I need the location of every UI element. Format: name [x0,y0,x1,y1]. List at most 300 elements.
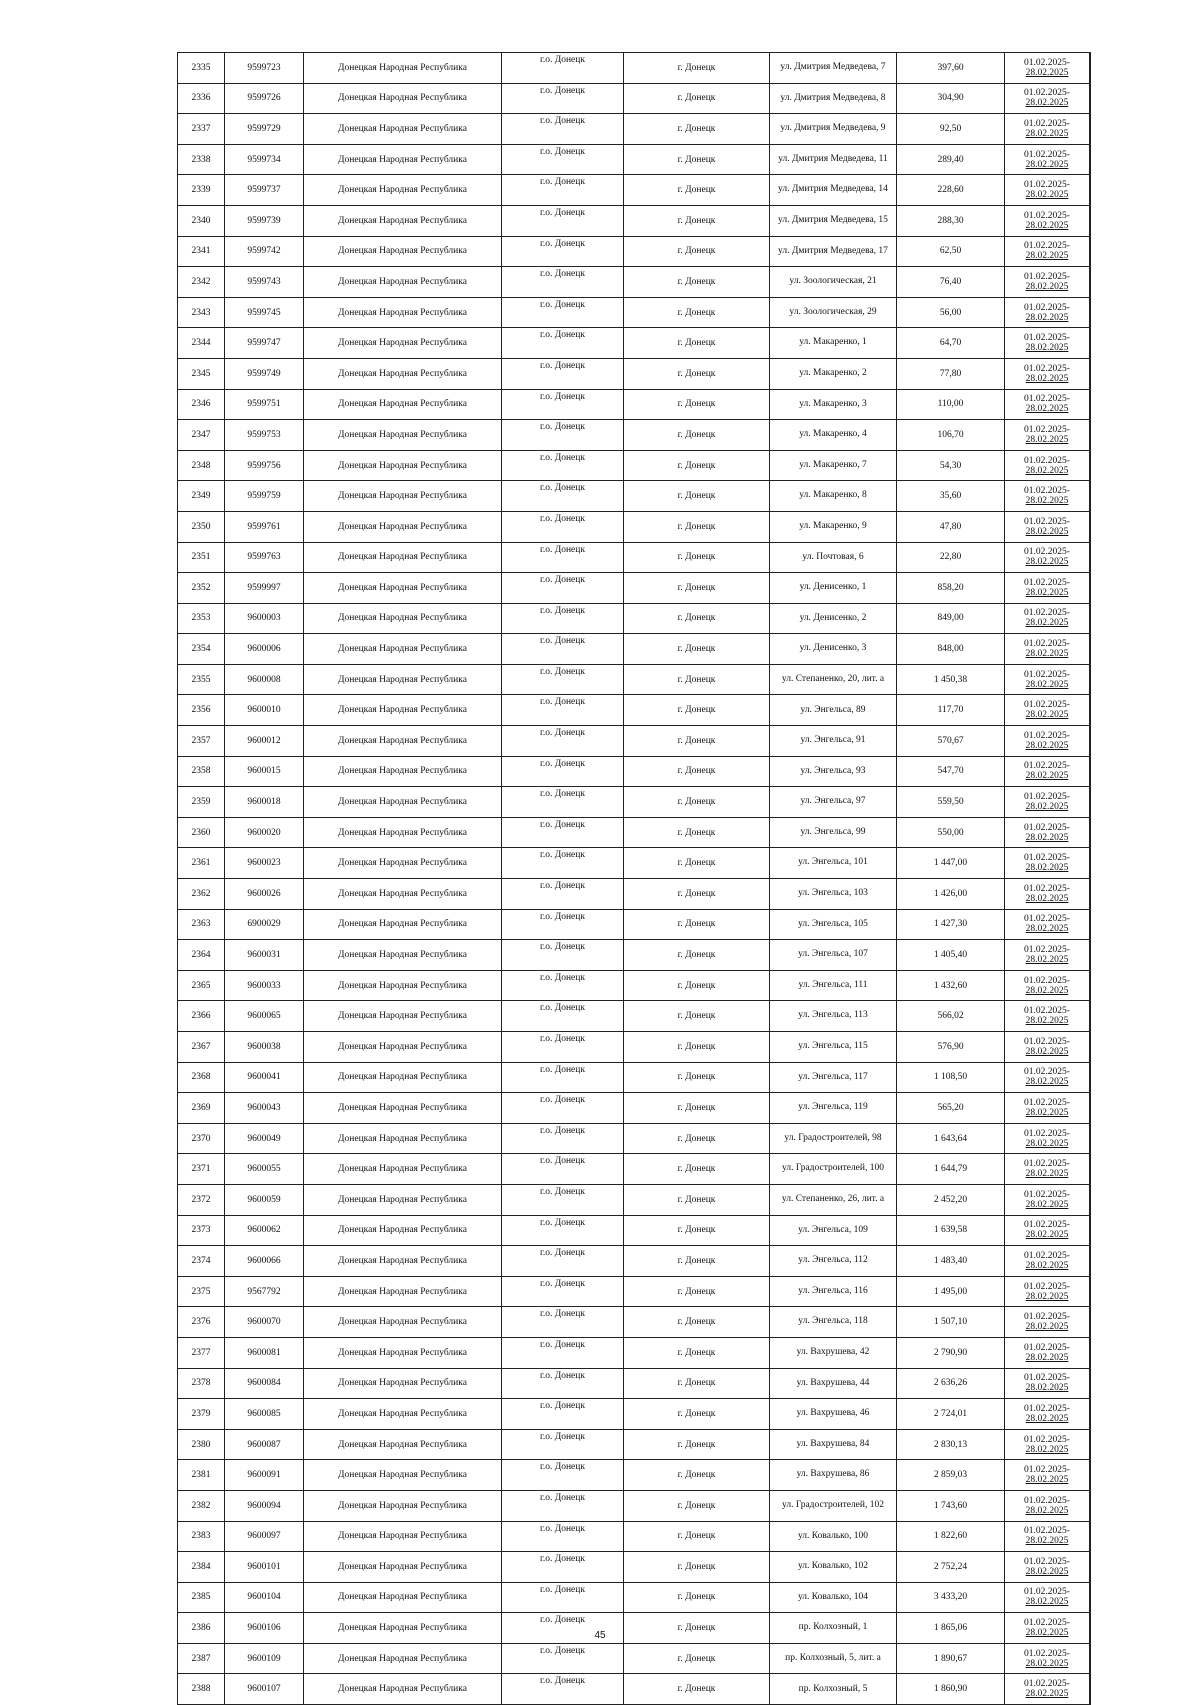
object-code-cell: 9599723 [225,53,304,84]
period-start: 01.02.2025- [1024,1648,1070,1659]
row-number-cell: 2357 [178,726,225,757]
period-start: 01.02.2025- [1024,455,1070,466]
period-start: 01.02.2025- [1024,1618,1070,1629]
municipality-cell: г.о. Донецк [502,1582,624,1613]
municipality-cell: г.о. Донецк [502,1001,624,1032]
period-start: 01.02.2025- [1024,1495,1070,1506]
count-cell [1090,53,1091,84]
period-start: 01.02.2025- [1024,1006,1070,1017]
region-cell: Донецкая Народная Республика [304,756,502,787]
area-cell: 62,50 [897,236,1005,267]
period-start: 01.02.2025- [1024,1128,1070,1139]
address-cell: ул. Зоологическая, 21 [770,267,897,298]
row-number-cell: 2368 [178,1062,225,1093]
period-end: 28.02.2025 [1025,802,1069,813]
period-end: 28.02.2025 [1025,587,1069,598]
address-cell: ул. Градостроителей, 102 [770,1490,897,1521]
row-number-cell: 2359 [178,787,225,818]
row-number-cell: 2374 [178,1246,225,1277]
area-cell: 2 724,01 [897,1399,1005,1430]
table-row [178,389,1091,420]
region-cell: Донецкая Народная Республика [304,848,502,879]
address-cell: ул. Денисенко, 1 [770,573,897,604]
address-cell: ул. Вахрушева, 84 [770,1429,897,1460]
city-cell: г. Донецк [624,358,770,389]
table-row [178,450,1091,481]
table-row [178,1001,1091,1032]
row-number-cell: 2364 [178,940,225,971]
municipality-cell: г.о. Донецк [502,267,624,298]
period-start: 01.02.2025- [1024,1097,1070,1108]
count-cell [1090,328,1091,359]
region-cell: Донецкая Народная Республика [304,1246,502,1277]
municipality-cell: г.о. Донецк [502,664,624,695]
table-row [178,511,1091,542]
row-number-cell: 2350 [178,511,225,542]
row-number-cell: 2349 [178,481,225,512]
area-cell: 1 426,00 [897,879,1005,910]
municipality-cell: г.о. Донецк [502,1552,624,1583]
region-cell: Донецкая Народная Республика [304,726,502,757]
region-cell: Донецкая Народная Республика [304,358,502,389]
city-cell: г. Донецк [624,1552,770,1583]
city-cell: г. Донецк [624,1123,770,1154]
period-cell [1005,1337,1090,1368]
period-start: 01.02.2025- [1024,730,1070,741]
address-cell: ул. Энгельса, 113 [770,1001,897,1032]
table-row [178,297,1091,328]
object-code-cell: 9600041 [225,1062,304,1093]
municipality-cell: г.о. Донецк [502,297,624,328]
object-code-cell: 9600026 [225,879,304,910]
region-cell: Донецкая Народная Республика [304,1062,502,1093]
municipality-cell: г.о. Донецк [502,787,624,818]
table-row [178,481,1091,512]
period-start: 01.02.2025- [1024,149,1070,160]
period-cell [1005,1184,1090,1215]
period-end: 28.02.2025 [1025,863,1069,874]
count-cell [1090,970,1091,1001]
table-row [178,175,1091,206]
table-row [178,970,1091,1001]
period-end: 28.02.2025 [1025,312,1069,323]
municipality-cell: г.о. Донецк [502,726,624,757]
object-code-cell: 9600033 [225,970,304,1001]
period-start: 01.02.2025- [1024,853,1070,864]
region-cell: Донецкая Народная Республика [304,236,502,267]
row-number-cell: 2386 [178,1613,225,1644]
table-row [178,1582,1091,1613]
city-cell: г. Донецк [624,420,770,451]
municipality-cell: г.о. Донецк [502,1093,624,1124]
city-cell: г. Донецк [624,542,770,573]
municipality-cell: г.о. Донецк [502,1643,624,1674]
period-cell [1005,1246,1090,1277]
count-cell [1090,389,1091,420]
region-cell: Донецкая Народная Республика [304,664,502,695]
row-number-cell: 2375 [178,1276,225,1307]
address-cell: ул. Почтовая, 6 [770,542,897,573]
period-end: 28.02.2025 [1025,1260,1069,1271]
table-row [178,1429,1091,1460]
period-end: 28.02.2025 [1025,618,1069,629]
period-start: 01.02.2025- [1024,822,1070,833]
region-cell: Донецкая Народная Республика [304,205,502,236]
period-end: 28.02.2025 [1025,220,1069,231]
period-cell [1005,1521,1090,1552]
period-start: 01.02.2025- [1024,577,1070,588]
region-cell: Донецкая Народная Республика [304,970,502,1001]
address-cell: ул. Макаренко, 7 [770,450,897,481]
city-cell: г. Донецк [624,1032,770,1063]
period-cell [1005,236,1090,267]
object-code-cell: 9600085 [225,1399,304,1430]
object-code-cell: 9599761 [225,511,304,542]
period-cell [1005,1490,1090,1521]
object-code-cell: 9600106 [225,1613,304,1644]
municipality-cell: г.о. Донецк [502,1062,624,1093]
address-cell: ул. Макаренко, 8 [770,481,897,512]
municipality-cell: г.о. Донецк [502,1368,624,1399]
municipality-cell: г.о. Донецк [502,420,624,451]
period-cell [1005,328,1090,359]
address-cell: ул. Энгельса, 91 [770,726,897,757]
period-cell [1005,53,1090,84]
municipality-cell: г.о. Донецк [502,83,624,114]
period-start: 01.02.2025- [1024,363,1070,374]
count-cell [1090,879,1091,910]
area-cell: 288,30 [897,205,1005,236]
object-code-cell: 9600066 [225,1246,304,1277]
table-row [178,848,1091,879]
period-cell [1005,1276,1090,1307]
municipality-cell: г.о. Донецк [502,1337,624,1368]
area-cell: 106,70 [897,420,1005,451]
period-start: 01.02.2025- [1024,1587,1070,1598]
period-cell [1005,358,1090,389]
municipality-cell: г.о. Донецк [502,573,624,604]
row-number-cell: 2348 [178,450,225,481]
count-cell [1090,787,1091,818]
period-cell [1005,695,1090,726]
period-cell [1005,450,1090,481]
region-cell: Донецкая Народная Республика [304,1490,502,1521]
region-cell: Донецкая Народная Республика [304,634,502,665]
city-cell: г. Донецк [624,1521,770,1552]
object-code-cell: 9599751 [225,389,304,420]
city-cell: г. Донецк [624,53,770,84]
row-number-cell: 2370 [178,1123,225,1154]
table-row [178,358,1091,389]
row-number-cell: 2367 [178,1032,225,1063]
municipality-cell: г.о. Донецк [502,1674,624,1705]
address-cell: ул. Ковалько, 100 [770,1521,897,1552]
region-cell: Донецкая Народная Республика [304,144,502,175]
city-cell: г. Донецк [624,1460,770,1491]
area-cell: 110,00 [897,389,1005,420]
table-row [178,1154,1091,1185]
period-end: 28.02.2025 [1025,955,1069,966]
table-row [178,1552,1091,1583]
municipality-cell: г.о. Донецк [502,175,624,206]
region-cell: Донецкая Народная Республика [304,511,502,542]
area-cell: 576,90 [897,1032,1005,1063]
period-cell [1005,726,1090,757]
period-start: 01.02.2025- [1024,975,1070,986]
city-cell: г. Донецк [624,573,770,604]
table-row [178,1246,1091,1277]
object-code-cell: 9600094 [225,1490,304,1521]
object-code-cell: 9599737 [225,175,304,206]
municipality-cell: г.о. Донецк [502,542,624,573]
count-cell [1090,603,1091,634]
table-row [178,542,1091,573]
city-cell: г. Донецк [624,787,770,818]
table-row [178,695,1091,726]
area-cell: 304,90 [897,83,1005,114]
period-end: 28.02.2025 [1025,679,1069,690]
count-cell [1090,83,1091,114]
period-start: 01.02.2025- [1024,669,1070,680]
period-end: 28.02.2025 [1025,159,1069,170]
area-cell: 397,60 [897,53,1005,84]
region-cell: Донецкая Народная Республика [304,114,502,145]
table-row [178,1460,1091,1491]
period-cell [1005,1307,1090,1338]
city-cell: г. Донецк [624,1490,770,1521]
city-cell: г. Донецк [624,1643,770,1674]
city-cell: г. Донецк [624,297,770,328]
count-cell [1090,420,1091,451]
table-body [178,53,1091,1705]
area-cell: 1 495,00 [897,1276,1005,1307]
address-cell: пр. Колхозный, 5, лит. а [770,1643,897,1674]
period-end: 28.02.2025 [1025,1505,1069,1516]
table-row [178,83,1091,114]
object-code-cell: 9600055 [225,1154,304,1185]
period-cell [1005,389,1090,420]
count-cell [1090,450,1091,481]
period-cell [1005,542,1090,573]
address-cell: ул. Дмитрия Медведева, 17 [770,236,897,267]
city-cell: г. Донецк [624,1154,770,1185]
table-row [178,1184,1091,1215]
object-code-cell: 9599753 [225,420,304,451]
city-cell: г. Донецк [624,970,770,1001]
municipality-cell: г.о. Донецк [502,1613,624,1644]
period-start: 01.02.2025- [1024,1342,1070,1353]
row-number-cell: 2351 [178,542,225,573]
table-row [178,634,1091,665]
period-start: 01.02.2025- [1024,1067,1070,1078]
period-start: 01.02.2025- [1024,1434,1070,1445]
table-row [178,328,1091,359]
period-cell [1005,879,1090,910]
address-cell: ул. Макаренко, 3 [770,389,897,420]
object-code-cell: 9599726 [225,83,304,114]
region-cell: Донецкая Народная Республика [304,1674,502,1705]
region-cell: Донецкая Народная Республика [304,267,502,298]
area-cell: 559,50 [897,787,1005,818]
region-cell: Донецкая Народная Республика [304,1460,502,1491]
table-row [178,1674,1091,1705]
period-start: 01.02.2025- [1024,1220,1070,1231]
period-end: 28.02.2025 [1025,1444,1069,1455]
address-cell: ул. Дмитрия Медведева, 8 [770,83,897,114]
period-cell [1005,603,1090,634]
address-cell: ул. Дмитрия Медведева, 14 [770,175,897,206]
object-code-cell: 9567792 [225,1276,304,1307]
row-number-cell: 2376 [178,1307,225,1338]
period-cell [1005,1368,1090,1399]
municipality-cell: г.о. Донецк [502,114,624,145]
table-row [178,1276,1091,1307]
object-code-cell: 9600023 [225,848,304,879]
address-cell: ул. Энгельса, 111 [770,970,897,1001]
city-cell: г. Донецк [624,1399,770,1430]
address-cell: ул. Энгельса, 112 [770,1246,897,1277]
municipality-cell: г.о. Донецк [502,1032,624,1063]
city-cell: г. Донецк [624,1001,770,1032]
address-cell: ул. Дмитрия Медведева, 7 [770,53,897,84]
period-cell [1005,1123,1090,1154]
address-cell: ул. Макаренко, 4 [770,420,897,451]
count-cell [1090,1460,1091,1491]
area-cell: 117,70 [897,695,1005,726]
city-cell: г. Донецк [624,909,770,940]
municipality-cell: г.о. Донецк [502,1184,624,1215]
period-cell [1005,817,1090,848]
period-end: 28.02.2025 [1025,1689,1069,1700]
count-cell [1090,542,1091,573]
municipality-cell: г.о. Донецк [502,1123,624,1154]
object-code-cell: 9600018 [225,787,304,818]
table-row [178,1368,1091,1399]
object-code-cell: 9600065 [225,1001,304,1032]
period-start: 01.02.2025- [1024,945,1070,956]
table-row [178,664,1091,695]
municipality-cell: г.о. Донецк [502,634,624,665]
count-cell [1090,1001,1091,1032]
object-code-cell: 9600101 [225,1552,304,1583]
row-number-cell: 2381 [178,1460,225,1491]
city-cell: г. Донецк [624,175,770,206]
area-cell: 77,80 [897,358,1005,389]
period-end: 28.02.2025 [1025,924,1069,935]
address-cell: ул. Энгельса, 117 [770,1062,897,1093]
period-start: 01.02.2025- [1024,792,1070,803]
period-end: 28.02.2025 [1025,343,1069,354]
table-row [178,787,1091,818]
region-cell: Донецкая Народная Республика [304,940,502,971]
table-row [178,1337,1091,1368]
address-cell: ул. Энгельса, 99 [770,817,897,848]
city-cell: г. Донецк [624,511,770,542]
row-number-cell: 2342 [178,267,225,298]
count-cell [1090,1123,1091,1154]
row-number-cell: 2354 [178,634,225,665]
period-cell [1005,848,1090,879]
region-cell: Донецкая Народная Республика [304,1613,502,1644]
area-cell: 550,00 [897,817,1005,848]
object-code-cell: 9600020 [225,817,304,848]
count-cell [1090,940,1091,971]
address-cell: ул. Ковалько, 104 [770,1582,897,1613]
period-cell [1005,573,1090,604]
area-cell: 92,50 [897,114,1005,145]
address-cell: ул. Денисенко, 2 [770,603,897,634]
address-cell: ул. Энгельса, 89 [770,695,897,726]
count-cell [1090,1368,1091,1399]
area-cell: 858,20 [897,573,1005,604]
period-end: 28.02.2025 [1025,1413,1069,1424]
count-cell [1090,1674,1091,1705]
region-cell: Донецкая Народная Республика [304,175,502,206]
period-end: 28.02.2025 [1025,1107,1069,1118]
municipality-cell: г.о. Донецк [502,144,624,175]
municipality-cell: г.о. Донецк [502,205,624,236]
period-start: 01.02.2025- [1024,1189,1070,1200]
period-end: 28.02.2025 [1025,771,1069,782]
row-number-cell: 2358 [178,756,225,787]
table-row [178,1123,1091,1154]
address-cell: ул. Вахрушева, 42 [770,1337,897,1368]
row-number-cell: 2352 [178,573,225,604]
city-cell: г. Донецк [624,1307,770,1338]
period-start: 01.02.2025- [1024,761,1070,772]
period-start: 01.02.2025- [1024,180,1070,191]
city-cell: г. Донецк [624,1368,770,1399]
object-code-cell: 9599742 [225,236,304,267]
count-cell [1090,481,1091,512]
period-end: 28.02.2025 [1025,434,1069,445]
period-cell [1005,756,1090,787]
city-cell: г. Донецк [624,267,770,298]
address-cell: ул. Зоологическая, 29 [770,297,897,328]
period-cell [1005,1674,1090,1705]
municipality-cell: г.о. Донецк [502,970,624,1001]
period-cell [1005,1001,1090,1032]
row-number-cell: 2371 [178,1154,225,1185]
area-cell: 565,20 [897,1093,1005,1124]
object-code-cell: 9599997 [225,573,304,604]
region-cell: Донецкая Народная Республика [304,787,502,818]
area-cell: 1 405,40 [897,940,1005,971]
period-end: 28.02.2025 [1025,404,1069,415]
period-end: 28.02.2025 [1025,1475,1069,1486]
period-start: 01.02.2025- [1024,486,1070,497]
period-end: 28.02.2025 [1025,128,1069,139]
period-start: 01.02.2025- [1024,639,1070,650]
table-row [178,573,1091,604]
region-cell: Донецкая Народная Республика [304,450,502,481]
municipality-cell: г.о. Донецк [502,328,624,359]
city-cell: г. Донецк [624,450,770,481]
area-cell: 1 447,00 [897,848,1005,879]
city-cell: г. Донецк [624,1246,770,1277]
period-cell [1005,940,1090,971]
period-end: 28.02.2025 [1025,832,1069,843]
area-cell: 64,70 [897,328,1005,359]
period-end: 28.02.2025 [1025,1352,1069,1363]
period-end: 28.02.2025 [1025,1138,1069,1149]
period-end: 28.02.2025 [1025,1291,1069,1302]
area-cell: 228,60 [897,175,1005,206]
city-cell: г. Донецк [624,1093,770,1124]
period-end: 28.02.2025 [1025,557,1069,568]
count-cell [1090,695,1091,726]
region-cell: Донецкая Народная Республика [304,1215,502,1246]
